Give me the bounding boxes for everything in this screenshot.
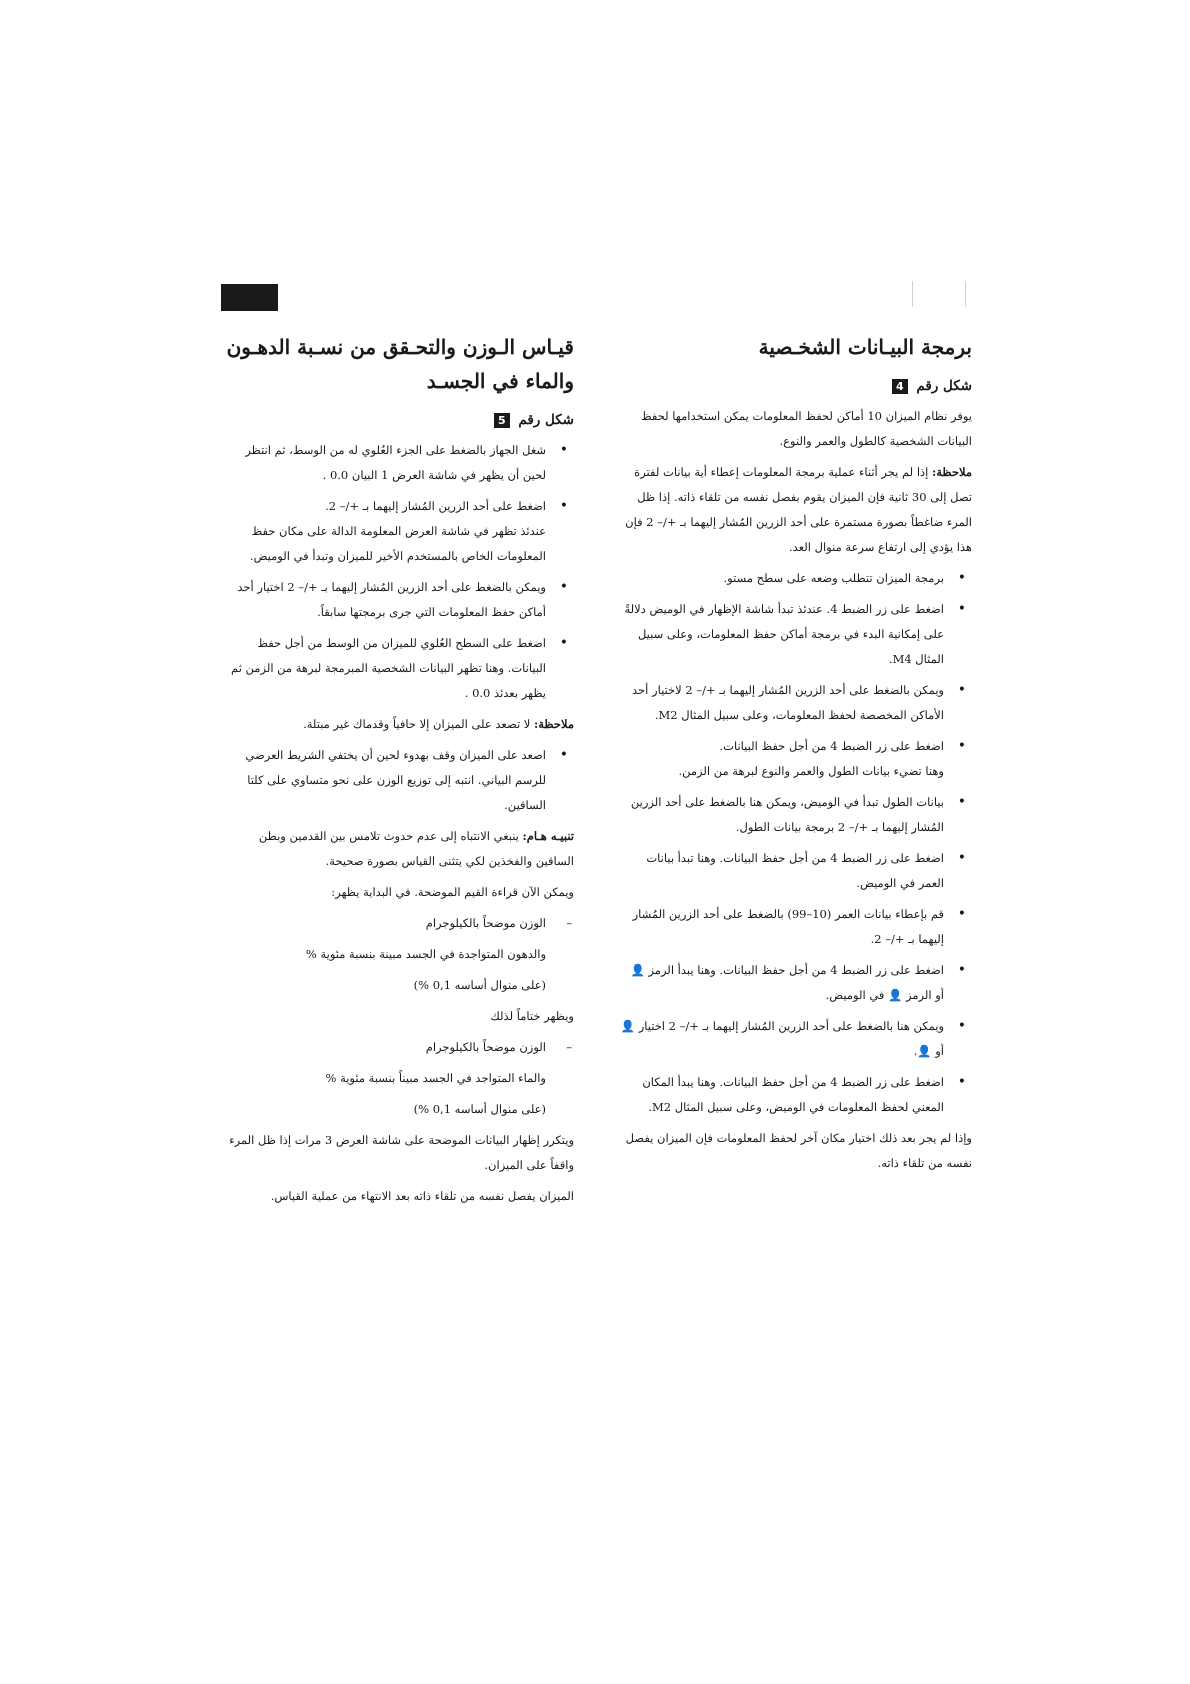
repeat-paragraph: ويتكرر إظهار البيانات الموضحة على شاشة العرض 3 مرات إذا ظل المرء واقفاً على الميزان. <box>229 1133 574 1172</box>
list-item-subtext: وهنا تضيء بيانات الطول والعمر والنوع لبرهة من الزمن. <box>678 764 944 778</box>
list-item: • اضغط على زر الضبط 4 من أجل حفظ البيانات. وهنا تبدأ بيانات العمر في الوميض. <box>620 846 972 896</box>
section-title: قيـاس الـوزن والتحـقق من نسـبة الدهـون والماء في الجسـد <box>226 335 574 393</box>
list-item <box>222 494 574 569</box>
auto-off-paragraph: الميزان يفصل نفسه من تلقاء ذاته بعد الانتهاء من عملية القياس. <box>270 1189 574 1203</box>
list-item-subtext: عندئذ تظهر في شاشة العرض المعلومة الدالة على مكان حفظ المعلومات الخاص بالمستخدم الأخير للميزان وتبدأ في الوميض. <box>249 524 546 563</box>
list-item: – الوزن موضحاً بالكيلوجرام <box>222 911 574 936</box>
figure-label: شكل رقم <box>916 378 972 394</box>
note-paragraph <box>222 712 574 737</box>
list-item: • ويمكن هنا بالضغط على أحد الزرين المُشار إليهما بـ +/– 2 اختيار 👤 أو 👤. <box>620 1014 972 1064</box>
section-title: برمجة البيـانات الشخـصية <box>758 335 972 359</box>
list-item: • ويمكن بالضغط على أحد الزرين المُشار إليهما بـ +/– 2 اختيار أحد أماكن حفظ المعلومات التي جرى برمجتها سابقاً. <box>222 575 574 625</box>
readout-list <box>222 911 574 936</box>
list-item: • اضغط على زر الضبط 4 من أجل حفظ البيانات. وهنا يبدأ المكان المعني لحفظ المعلومات في الوميض، وعلى سبيل المثال M2. <box>620 1070 972 1120</box>
closing-paragraph: وإذا لم يجر بعد ذلك اختيار مكان آخر لحفظ المعلومات فإن الميزان يفصل نفسه من تلقاء ذاته. <box>625 1131 972 1170</box>
steps-list <box>620 566 972 1120</box>
finally-text: ويظهر ختاماً لذلك <box>490 1009 574 1023</box>
crop-mark <box>912 281 913 307</box>
list-item-text: اضغط على زر الضبط 4 من أجل حفظ البيانات. <box>719 739 944 753</box>
list-item: • اصعد على الميزان وقف بهدوء لحين أن يختفي الشريط العرضي للرسم البياني. انتبه إلى توزيع الوزن على نحو متساوي على كلتا الساقين. <box>222 743 574 818</box>
list-item: • برمجة الميزان تتطلب وضعه على سطح مستو. <box>620 566 972 591</box>
water-step: (على منوال أساسه 0,1 %) <box>413 1102 546 1116</box>
note-text: إذا لم يجر أثناء عملية برمجة المعلومات إعطاء أية بيانات لفترة تصل إلى 30 ثانية فإن الميزان يقوم بفصل نفسه من تلقاء ذاته. إذا ظل المرء ضاغطاً بصورة مستمرة على أحد الزرين المُشار إليهما بـ +/– 2 فإن هذا يؤدي إلى ارتفاع سرعة منوال العد. <box>625 465 972 554</box>
note-paragraph <box>620 460 972 560</box>
figure-number-badge: 5 <box>494 413 510 428</box>
list-item: • شغل الجهاز بالضغط على الجزء العُلوي له من الوسط، ثم انتظر لحين أن يظهر في شاشة العرض 1 البيان 0.0 . <box>222 438 574 488</box>
crop-mark <box>965 281 966 307</box>
water-readout: والماء المتواجد في الجسد مبيناً بنسبة مئوية % <box>325 1071 546 1085</box>
note-text: لا تصعد على الميزان إلا حافياً وقدماك غير مبتلة. <box>303 717 531 731</box>
list-item: – الوزن موضحاً بالكيلوجرام <box>222 1035 574 1060</box>
list-item: • بيانات الطول تبدأ في الوميض، ويمكن هنا بالضغط على أحد الزرين المُشار إليهما بـ +/– 2 برمجة بيانات الطول. <box>620 790 972 840</box>
list-item: • ويمكن بالضغط على أحد الزرين المُشار إليهما بـ +/– 2 لاختيار أحد الأماكن المخصصة لحفظ المعلومات، وعلى سبيل المثال M2. <box>620 678 972 728</box>
list-item: • قم بإعطاء بيانات العمر (10–99) بالضغط على أحد الزرين المُشار إليهما بـ +/– 2. <box>620 902 972 952</box>
list-item <box>620 734 972 784</box>
readout-list <box>222 1035 574 1060</box>
figure-number-badge: 4 <box>892 379 908 394</box>
list-item-text: اضغط على أحد الزرين المُشار إليهما بـ +/– 2. <box>325 499 546 513</box>
steps-list <box>222 743 574 818</box>
list-item: • اضغط على زر الضبط 4. عندئذ تبدأ شاشة الإظهار في الوميض دلالةً على إمكانية البدء في برمجة أماكن حفظ المعلومات، وعلى سبيل المثال M4. <box>620 597 972 672</box>
note-label: ملاحظة: <box>932 465 972 479</box>
list-item: • اضغط على زر الضبط 4 من أجل حفظ البيانات. وهنا يبدأ الرمز 👤 أو الرمز 👤 في الوميض. <box>620 958 972 1008</box>
steps-list <box>222 438 574 706</box>
figure-heading <box>620 374 972 398</box>
warning-text: ينبغي الانتباه إلى عدم حدوث تلامس بين القدمين وبطن الساقين والفخذين لكي يتثنى القياس بصورة صحيحة. <box>258 829 574 868</box>
list-item: • اضغط على السطح العُلوي للميزان من الوسط من أجل حفظ البيانات. وهنا تظهر البيانات الشخصية المبرمجة لبرهة من الزمن ثم يظهر بعدئذ 0.0 . <box>222 631 574 706</box>
figure-label: شكل رقم <box>518 412 574 428</box>
fat-readout: والدهون المتواجدة في الجسد مبينة بنسبة مئوية % <box>305 947 546 961</box>
warning-paragraph <box>222 824 574 874</box>
left-column <box>222 330 574 1215</box>
warning-label: تنبيـه هـام: <box>522 829 574 843</box>
fat-step: (على منوال أساسه 0,1 %) <box>413 978 546 992</box>
right-column <box>620 330 972 1182</box>
page-tab-marker <box>221 284 278 311</box>
note-label: ملاحظة: <box>534 717 574 731</box>
figure-heading <box>222 408 574 432</box>
intro-paragraph: يوفر نظام الميزان 10 أماكن لحفظ المعلومات يمكن استخدامها لحفظ البيانات الشخصية كالطول والعمر والنوع. <box>640 409 972 448</box>
readout-intro: ويمكن الآن قراءة القيم الموضحة. في البداية يظهر: <box>331 885 574 899</box>
